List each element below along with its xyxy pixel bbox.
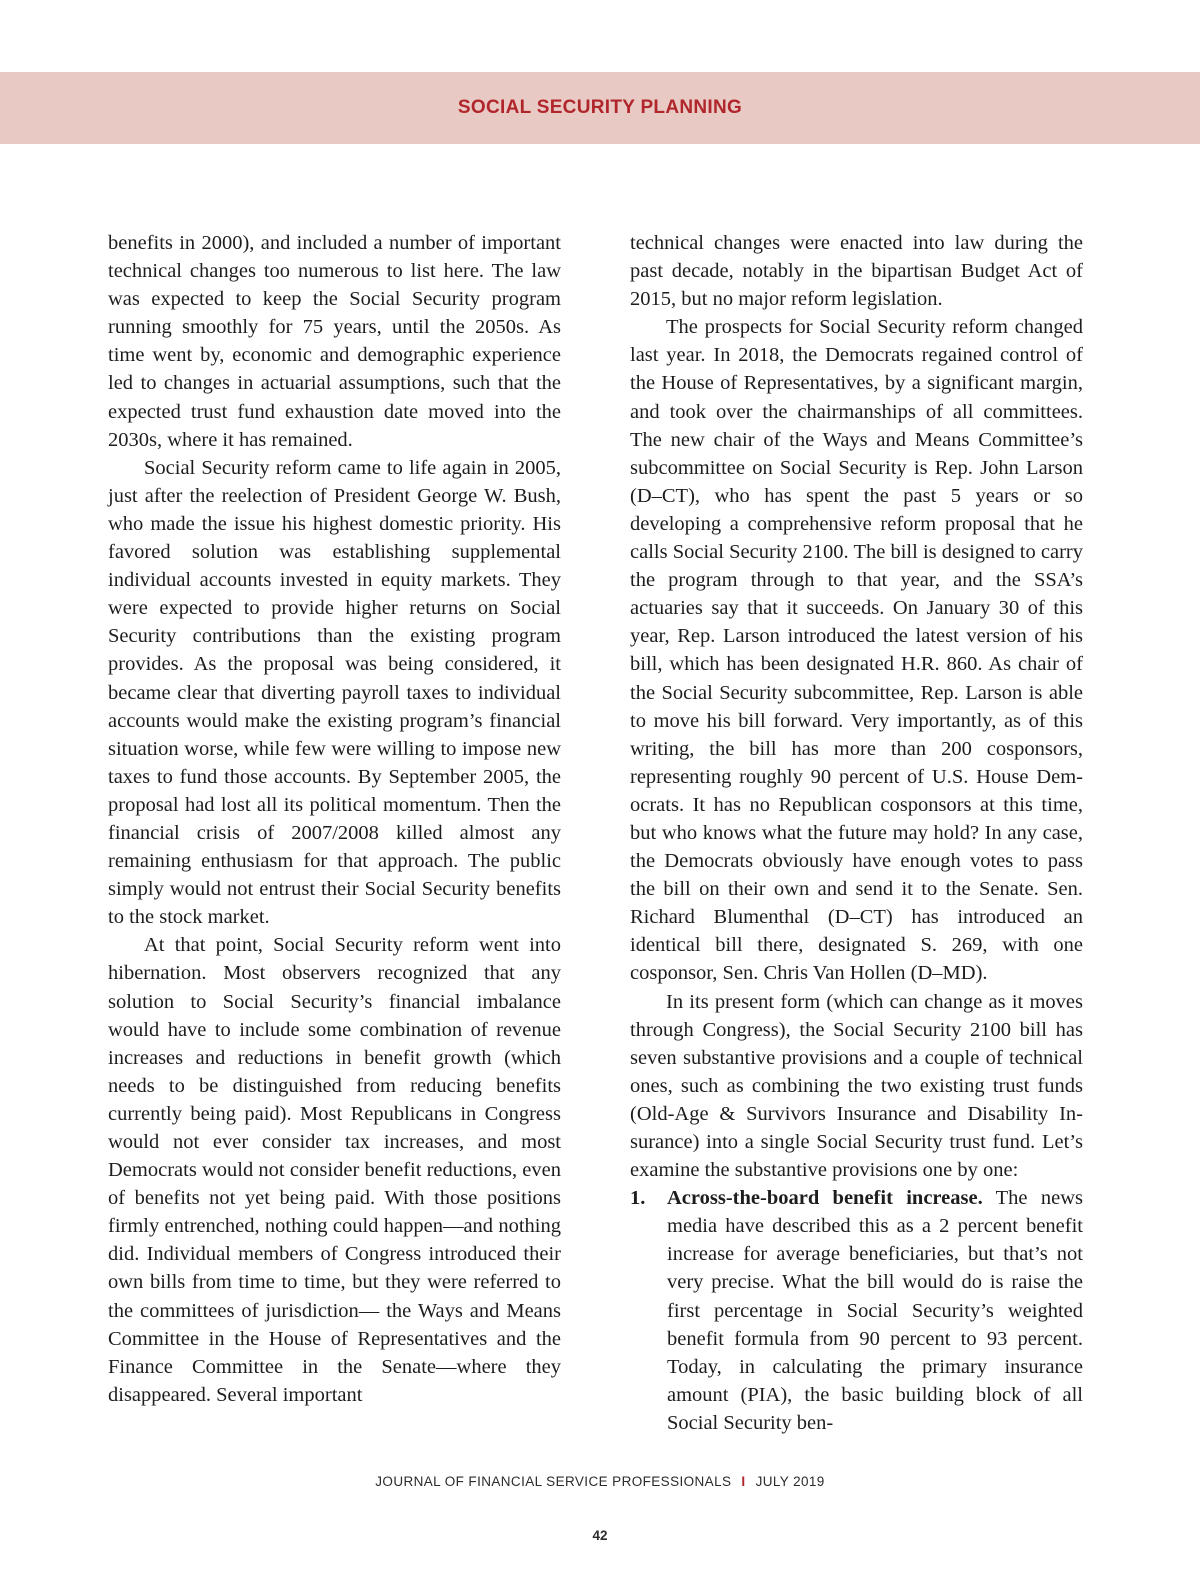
paragraph: In its present form (which can change as it moves through Congress), the Social Security 2100 bill has seven substantive provisions and a couple of technical ones, such as combining the two existing trust funds (Old-Age & Survivors Insurance and Disability Insurance) into a single Social Security trust fund. Let’s examine the substantive provisions one by one: bbox=[630, 990, 1083, 1182]
paragraph: technical changes were enacted into law during the past decade, notably in the bipartisan Budget Act of 2015, but no major reform legislation. bbox=[630, 232, 1083, 311]
section-title: SOCIAL SECURITY PLANNING bbox=[457, 97, 743, 118]
paragraph: Social Security reform came to life again in 2005, just after the reelection of President George W. Bush, who made the issue his highest domestic priority. His favored solution was establishing supplemental individual accounts invested in equity markets. They were expected to provide higher returns on Social Security contributions than the existing program provides. As the proposal was being considered, it became clear that diverting payroll taxes to individual accounts would make the existing program’s financial situation worse, while few were willing to impose new taxes to fund those accounts. By September 2005, the proposal had lost all its political momentum. Then the financial crisis of 2007/2008 killed almost any remaining enthusiasm for that approach. The public simply would not entrust their Social Security benefits to the stock market. bbox=[108, 456, 561, 929]
paragraph: At that point, Social Security reform went into hibernation. Most observers recognized that any solution to Social Security’s financial imbalance would have to include some combination of revenue increases and reductions in benefit growth (which needs to be distinguished from reducing benefits currently being paid). Most Republicans in Congress would not ever consider tax increases, and most Democrats would not consider benefit reductions, even of benefits not yet being paid. With those positions firmly entrenched, nothing could happen—and nothing did. Individual members of Congress introduced their own bills from time to time, but they were referred to the committees of jurisdiction— the Ways and Means Committee in the House of Representatives and the Finance Committee in the Senate—where they disappeared. Several important bbox=[108, 934, 561, 1406]
list-number: 1. bbox=[630, 1187, 646, 1210]
list-item-lead: Across-the-board benefit increase. bbox=[667, 1187, 983, 1210]
paragraph: The prospects for Social Security reform changed last year. In 2018, the Democrats regained control of the House of Representatives, by a significant margin, and took over the chairmanships of all committees. The new chair of the Ways and Means Committee’s subcommittee on Social Security is Rep. John Larson (D–CT), who has spent the past 5 years or so developing a comprehensive reform proposal that he calls Social Security 2100. The bill is designed to carry the program through to that year, and the SSA’s actuaries say that it succeeds. On January 30 of this year, Rep. Larson introduced the latest version of his bill, which has been designated H.R. 860. As chair of the Social Security subcommittee, Rep. Larson is able to move his bill forward. Very importantly, as of this writing, the bill has more than 200 cosponsors, representing roughly 90 percent of U.S. House Democrats. It has no Republican cosponsors at this time, but who knows what the future may hold? In any case, the Democrats obviously have enough votes to pass the bill on their own and send it to the Senate. Sen. Richard Blumenthal (D–CT) has introduced an identical bill there, designated S. 269, with one cosponsor, Sen. Chris Van Hollen (D–MD). bbox=[630, 316, 1083, 985]
page-number: 42 bbox=[592, 1528, 608, 1543]
header-band bbox=[0, 72, 1200, 144]
right-column bbox=[630, 229, 1083, 1437]
journal-name: JOURNAL OF FINANCIAL SERVICE PROFESSIONALS bbox=[375, 1474, 732, 1489]
footer bbox=[0, 1474, 1200, 1489]
list-item-text: The news media have described this as a 2 percent benefit increase for average beneficiaries, but that’s not very precise. What the bill would do is raise the first percentage in Social Security’s weighted benefit formula from 90 percent to 93 percent. Today, in calculating the primary insurance amount (PIA), the basic building block of all Social Security ben- bbox=[667, 1187, 1083, 1434]
issue-date: JULY 2019 bbox=[755, 1474, 825, 1489]
left-column bbox=[108, 229, 561, 1409]
numbered-list-item bbox=[630, 1184, 1083, 1437]
footer-separator: I bbox=[741, 1474, 746, 1489]
paragraph: benefits in 2000), and included a number of important technical changes too numerous to list here. The law was expected to keep the Social Security program running smoothly for 75 years, until the 2050s. As time went by, economic and demographic experience led to changes in actuarial assumptions, such that the expected trust fund exhaustion date moved into the 2030s, where it has remained. bbox=[108, 232, 561, 451]
